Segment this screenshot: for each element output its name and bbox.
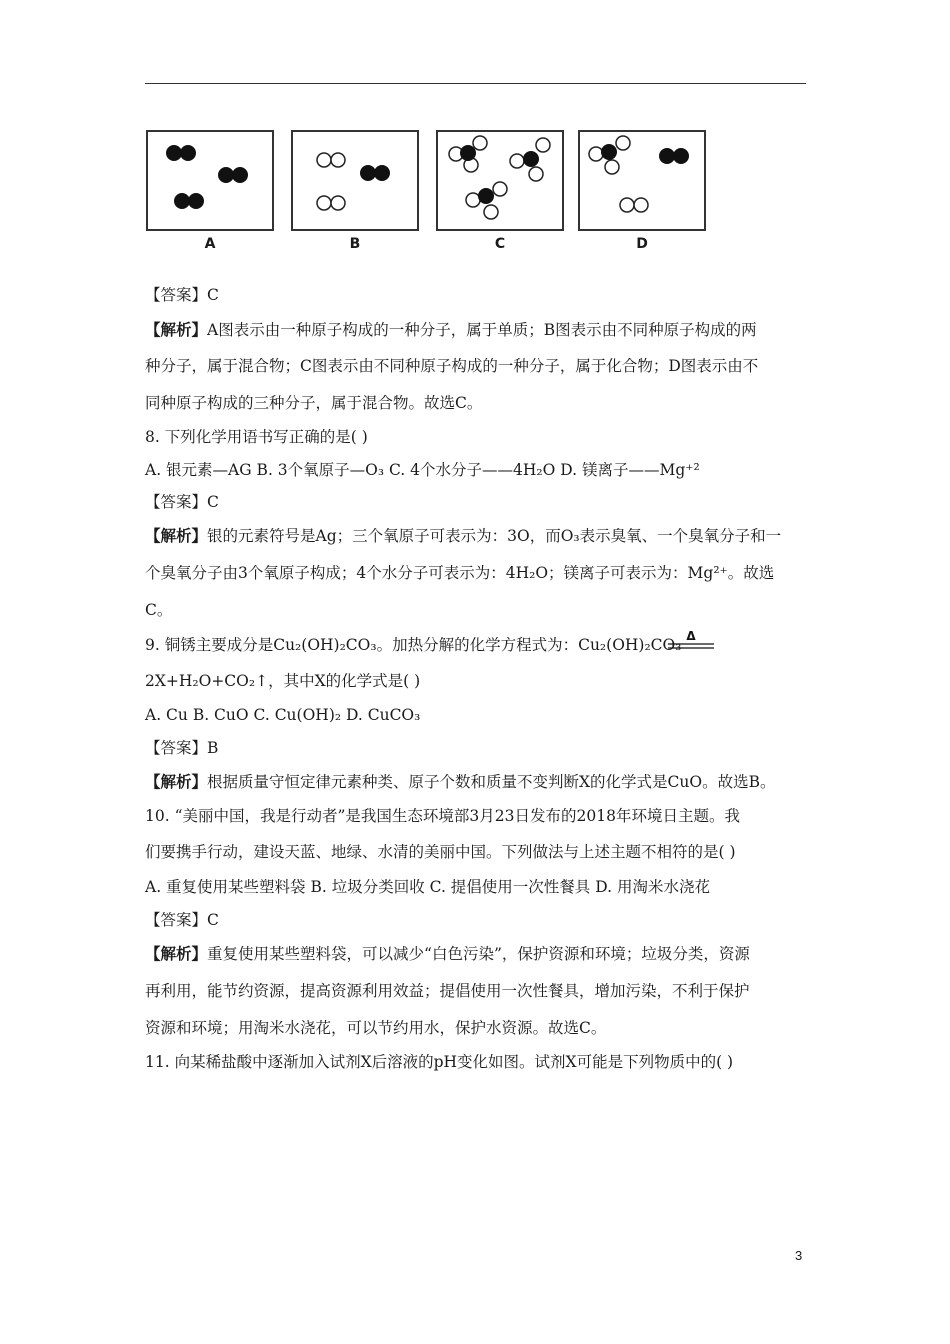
- figure-label-a: A: [204, 236, 216, 252]
- figure-label-b: B: [349, 236, 361, 252]
- figure-label-c: C: [494, 236, 506, 252]
- answer-7: 【答案】C: [145, 286, 219, 304]
- molecule-figure-d: [578, 130, 706, 231]
- molecule-figure-c: [436, 130, 564, 231]
- question-8: 8. 下列化学用语书写正确的是( ): [145, 428, 368, 446]
- analysis-10-line3: 资源和环境；用淘米水浇花，可以节约用水，保护水资源。故选C。: [145, 1019, 607, 1037]
- analysis-8-line1: 【解析】银的元素符号是Ag；三个氧原子可表示为：3O，而O₃表示臭氧、一个臭氧分子和一: [145, 526, 782, 545]
- answer-label: 【答案】: [145, 739, 208, 757]
- analysis-10-line2: 再利用，能节约资源，提高资源利用效益；提倡使用一次性餐具，增加污染，不利于保护: [145, 982, 750, 1000]
- question-9-line1: 9. 铜锈主要成分是Cu₂(OH)₂CO₃。加热分解的化学方程式为：Cu₂(OH)₂CO₃: [145, 636, 682, 654]
- analysis-7-line2: 种分子，属于混合物；C图表示由不同种原子构成的一种分子，属于化合物；D图表示由不: [145, 357, 759, 375]
- analysis-label: 【解析】: [145, 944, 208, 963]
- page-number: 3: [795, 1248, 803, 1263]
- analysis-8-line3: C。: [145, 601, 173, 619]
- figure-label-d: D: [636, 236, 648, 252]
- answer-label: 【答案】: [145, 493, 208, 511]
- heating-delta-symbol: Δ: [686, 630, 696, 643]
- analysis-label: 【解析】: [145, 320, 208, 339]
- analysis-7-line1: 【解析】A图表示由一种原子构成的一种分子，属于单质；B图表示由不同种原子构成的两: [145, 320, 757, 339]
- analysis-10-line1: 【解析】重复使用某些塑料袋，可以减少“白色污染”，保护资源和环境；垃圾分类，资源: [145, 944, 750, 963]
- question-11: 11. 向某稀盐酸中逐渐加入试剂X后溶液的pH变化如图。试剂X可能是下列物质中的( ): [145, 1053, 734, 1071]
- question-10-line2: 们要携手行动，建设天蓝、地绿、水清的美丽中国。下列做法与上述主题不相符的是( ): [145, 843, 736, 861]
- header-rule: [145, 83, 806, 84]
- question-9-line2: 2X+H₂O+CO₂↑，其中X的化学式是( ): [145, 672, 421, 690]
- analysis-label: 【解析】: [145, 772, 208, 791]
- molecule-figure-b: [291, 130, 419, 231]
- molecule-figure-a: [146, 130, 274, 231]
- question-10-line1: 10. “美丽中国，我是行动者”是我国生态环境部3月23日发布的2018年环境日主题。我: [145, 807, 740, 825]
- analysis-7-line3: 同种原子构成的三种分子，属于混合物。故选C。: [145, 394, 483, 412]
- analysis-9: 【解析】根据质量守恒定律元素种类、原子个数和质量不变判断X的化学式是CuO。故选B。: [145, 772, 776, 791]
- answer-label: 【答案】: [145, 286, 208, 304]
- analysis-label: 【解析】: [145, 526, 208, 545]
- question-9-options: A. Cu B. CuO C. Cu(OH)₂ D. CuCO₃: [145, 706, 421, 724]
- answer-8: 【答案】C: [145, 493, 219, 511]
- question-8-options: A. 银元素—AG B. 3个氧原子—O₃ C. 4个水分子——4H₂O D. 镁离子——Mg⁺²: [145, 461, 700, 479]
- analysis-8-line2: 个臭氧分子由3个氧原子构成；4个水分子可表示为：4H₂O；镁离子可表示为：Mg²⁺。故选: [145, 564, 775, 582]
- answer-10: 【答案】C: [145, 911, 219, 929]
- heating-condition-equals-sign: [668, 630, 714, 652]
- question-10-options: A. 重复使用某些塑料袋 B. 垃圾分类回收 C. 提倡使用一次性餐具 D. 用淘米水浇花: [145, 878, 710, 896]
- answer-label: 【答案】: [145, 911, 208, 929]
- answer-9: 【答案】B: [145, 739, 219, 757]
